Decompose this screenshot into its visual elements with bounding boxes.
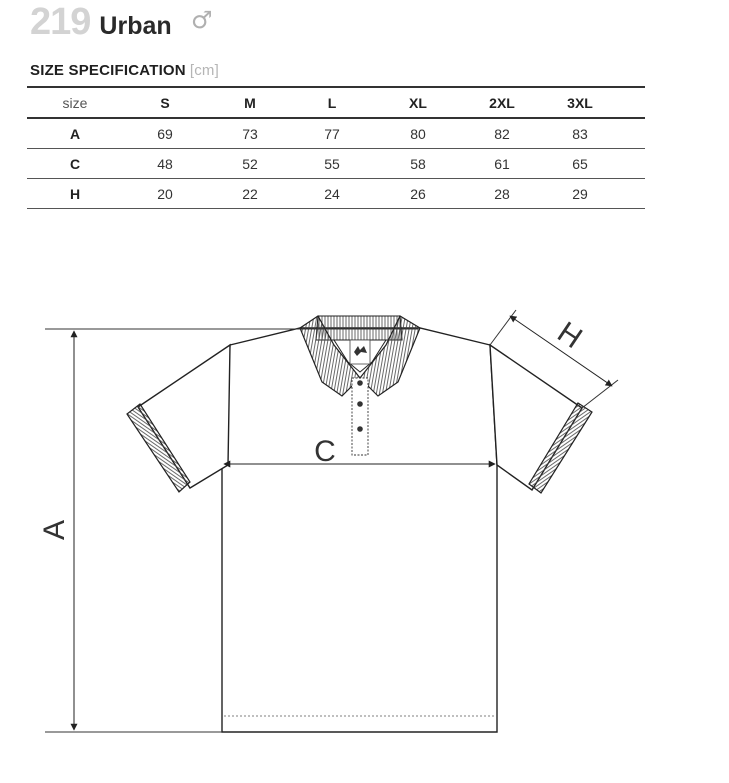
button xyxy=(357,426,363,432)
table-header-row xyxy=(27,87,645,118)
dimension-a-label: A xyxy=(38,519,71,541)
row-spacer xyxy=(621,149,645,179)
row-spacer xyxy=(621,118,645,149)
spec-title xyxy=(30,62,219,79)
table-cell: 77 xyxy=(293,118,371,149)
table-cell: 69 xyxy=(123,118,207,149)
table-cell: 55 xyxy=(293,149,371,179)
male-symbol-icon: ♂ xyxy=(191,6,213,34)
header-size-xl: XL xyxy=(371,87,465,118)
table-row xyxy=(27,118,645,149)
right-sleeve xyxy=(490,345,582,490)
table-cell: 65 xyxy=(539,149,621,179)
button xyxy=(357,380,363,386)
table-cell: 82 xyxy=(465,118,539,149)
row-label: A xyxy=(27,118,123,149)
header-size-label: size xyxy=(27,87,123,118)
button xyxy=(357,401,363,407)
table-cell: 26 xyxy=(371,179,465,209)
table-row xyxy=(27,179,645,209)
dimension-c-label: C xyxy=(314,435,336,468)
table-cell: 58 xyxy=(371,149,465,179)
row-label: H xyxy=(27,179,123,209)
table-cell: 52 xyxy=(207,149,293,179)
table-cell: 24 xyxy=(293,179,371,209)
table-cell: 28 xyxy=(465,179,539,209)
header-size-l: L xyxy=(293,87,371,118)
spec-unit: [cm] xyxy=(189,62,219,79)
product-code: 219 xyxy=(30,1,91,43)
table-cell: 22 xyxy=(207,179,293,209)
table-cell: 20 xyxy=(123,179,207,209)
product-header xyxy=(30,2,172,42)
table-cell: 48 xyxy=(123,149,207,179)
polo-shirt-diagram xyxy=(0,300,729,783)
row-label: C xyxy=(27,149,123,179)
size-table xyxy=(27,86,645,209)
table-cell: 29 xyxy=(539,179,621,209)
placket xyxy=(352,378,368,455)
table-row xyxy=(27,149,645,179)
header-size-3xl: 3XL xyxy=(539,87,621,118)
dimension-h-extension-top xyxy=(490,310,516,345)
table-cell: 83 xyxy=(539,118,621,149)
table-cell: 61 xyxy=(465,149,539,179)
left-sleeve xyxy=(138,345,230,488)
product-name: Urban xyxy=(99,12,172,40)
header-size-2xl: 2XL xyxy=(465,87,539,118)
dimension-h-label: H xyxy=(551,315,588,356)
dimension-h-extension-bottom xyxy=(582,380,618,408)
header-spacer xyxy=(621,87,645,118)
header-size-s: S xyxy=(123,87,207,118)
spec-title-text: SIZE SPECIFICATION xyxy=(30,62,186,79)
shirt-outline xyxy=(127,316,592,732)
table-cell: 73 xyxy=(207,118,293,149)
table-cell: 80 xyxy=(371,118,465,149)
row-spacer xyxy=(621,179,645,209)
header-size-m: M xyxy=(207,87,293,118)
